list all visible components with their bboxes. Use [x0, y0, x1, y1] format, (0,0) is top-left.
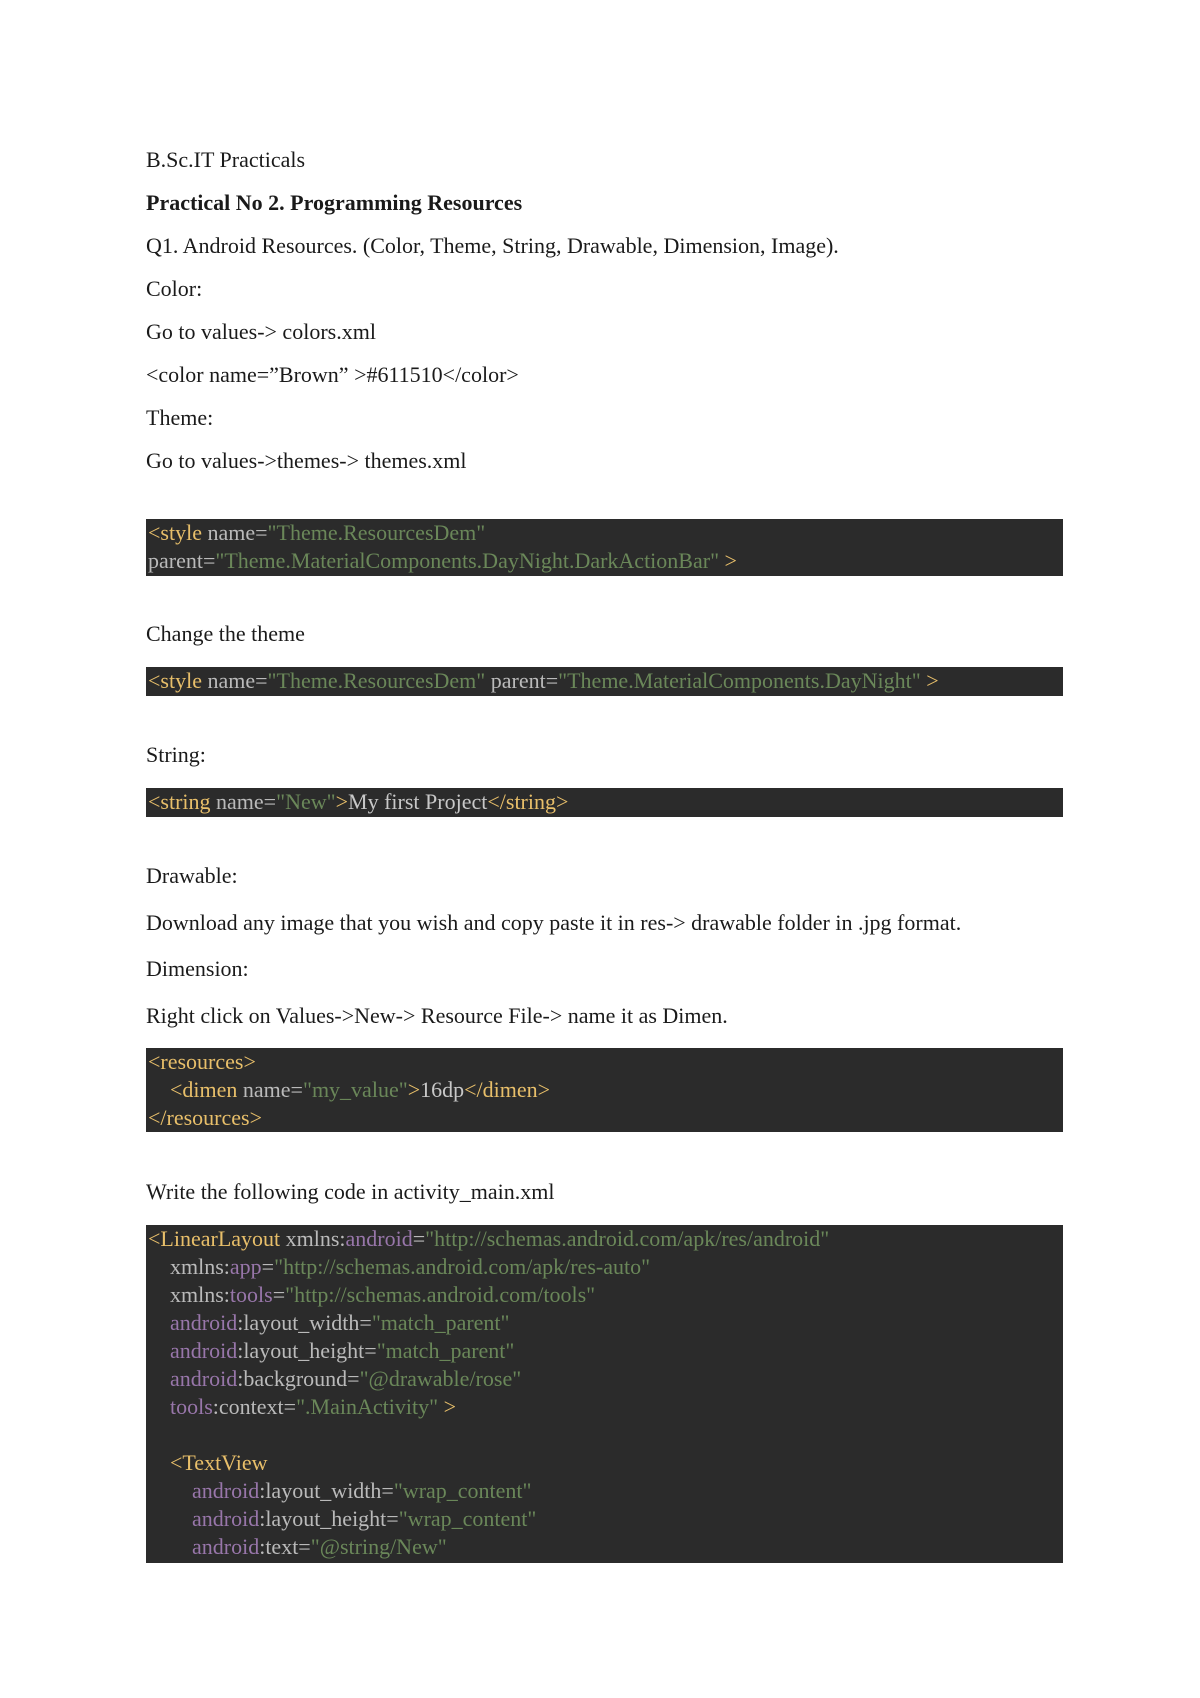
code-value: "@string/New" — [310, 1534, 447, 1559]
code-text: 16dp — [420, 1077, 465, 1102]
change-theme-text: Change the theme — [146, 621, 305, 646]
code-attr: name= — [210, 789, 277, 814]
code-line — [148, 1477, 1061, 1505]
code-line — [148, 1281, 1061, 1309]
code-value: "http://schemas.android.com/apk/res/android" — [425, 1226, 830, 1251]
code-namespace: tools — [229, 1282, 273, 1307]
code-line — [148, 1048, 1061, 1076]
code-tag: <LinearLayout — [148, 1226, 281, 1251]
code-tag: > — [438, 1394, 457, 1419]
code-line — [148, 788, 1061, 816]
code-tag: </dimen> — [464, 1077, 551, 1102]
code-value: "New" — [276, 789, 336, 814]
code-line — [148, 1337, 1061, 1365]
code-line — [148, 1309, 1061, 1337]
code-attr: :layout_height= — [259, 1506, 399, 1531]
color-step: Go to values-> colors.xml — [146, 319, 376, 344]
code-line — [148, 1076, 1061, 1104]
dimension-step: Right click on Values->New-> Resource File-> name it as Dimen. — [146, 1003, 728, 1028]
code-value: "Theme.ResourcesDem" — [267, 668, 486, 693]
string-code-block — [146, 788, 1063, 817]
code-value: "wrap_content" — [398, 1506, 537, 1531]
dimension-heading: Dimension: — [146, 956, 249, 981]
code-line — [148, 1533, 1061, 1561]
string-heading: String: — [146, 742, 206, 767]
code-tag: <string — [148, 789, 211, 814]
code-attr: parent= — [148, 548, 216, 573]
code-value: "Theme.ResourcesDem" — [267, 520, 486, 545]
code-tag: > — [335, 789, 349, 814]
drawable-heading: Drawable: — [146, 863, 238, 888]
code-attr: xmlns: — [148, 1254, 230, 1279]
code-value: "my_value" — [302, 1077, 408, 1102]
code-value: "match_parent" — [376, 1338, 515, 1363]
code-line — [148, 1225, 1061, 1253]
code-namespace: android — [148, 1366, 238, 1391]
theme-step: Go to values->themes-> themes.xml — [146, 448, 467, 473]
code-line — [148, 1253, 1061, 1281]
code-attr: = — [272, 1282, 286, 1307]
activity-main-code-block — [146, 1225, 1063, 1563]
code-line — [148, 1505, 1061, 1533]
code-value: "wrap_content" — [393, 1478, 532, 1503]
code-attr: parent= — [485, 668, 559, 693]
code-value: "http://schemas.android.com/apk/res-auto" — [274, 1254, 651, 1279]
code-tag: <resources> — [148, 1049, 256, 1074]
code-namespace: android — [345, 1226, 413, 1251]
code-text: My first Project — [348, 789, 488, 814]
code-tag: </string> — [487, 789, 569, 814]
code-tag: > — [407, 1077, 421, 1102]
code-tag: <TextView — [148, 1450, 268, 1475]
code-attr: :layout_height= — [237, 1338, 377, 1363]
page-header: B.Sc.IT Practicals — [146, 147, 306, 172]
code-blank-line — [148, 1421, 1061, 1449]
code-namespace: android — [148, 1506, 260, 1531]
code-tag: </resources> — [148, 1105, 262, 1130]
code-attr: :context= — [212, 1394, 297, 1419]
code-namespace: android — [148, 1338, 238, 1363]
practical-title: Practical No 2. Programming Resources — [146, 190, 523, 215]
code-attr: = — [412, 1226, 426, 1251]
color-code-line: <color name=”Brown” >#611510</color> — [146, 362, 519, 387]
code-attr: :layout_width= — [237, 1310, 372, 1335]
code-indent — [148, 1077, 170, 1102]
drawable-step: Download any image that you wish and copy paste it in res-> drawable folder in .jpg format. — [146, 910, 962, 935]
code-value: "Theme.MaterialComponents.DayNight" — [558, 668, 921, 693]
code-tag: > — [719, 548, 737, 573]
code-value: "match_parent" — [371, 1310, 510, 1335]
code-namespace: app — [229, 1254, 262, 1279]
code-line — [148, 1449, 1061, 1477]
code-value: "Theme.MaterialComponents.DayNight.DarkActionBar" — [215, 548, 720, 573]
theme-code-block — [146, 519, 1063, 576]
code-tag: <style — [148, 520, 202, 545]
code-attr: :background= — [237, 1366, 360, 1391]
code-line — [148, 1393, 1061, 1421]
question-line: Q1. Android Resources. (Color, Theme, String, Drawable, Dimension, Image). — [146, 233, 839, 258]
code-line — [148, 547, 1061, 575]
theme-heading: Theme: — [146, 405, 214, 430]
code-attr: :layout_width= — [259, 1478, 394, 1503]
code-attr: name= — [201, 520, 268, 545]
code-value: "http://schemas.android.com/tools" — [285, 1282, 596, 1307]
code-attr: name= — [201, 668, 268, 693]
code-namespace: tools — [148, 1394, 213, 1419]
code-line — [148, 519, 1061, 547]
code-line — [148, 667, 1061, 695]
code-line — [148, 1365, 1061, 1393]
code-tag: <style — [148, 668, 202, 693]
code-attr: xmlns: — [148, 1282, 230, 1307]
code-tag: > — [920, 668, 939, 693]
code-namespace: android — [148, 1534, 260, 1559]
dimen-code-block — [146, 1048, 1063, 1132]
code-tag: <dimen — [170, 1077, 238, 1102]
code-value: ".MainActivity" — [296, 1394, 439, 1419]
code-value: "@drawable/rose" — [359, 1366, 522, 1391]
code-attr: xmlns: — [280, 1226, 346, 1251]
code-namespace: android — [148, 1478, 260, 1503]
color-heading: Color: — [146, 276, 203, 301]
code-namespace: android — [148, 1310, 238, 1335]
code-attr: name= — [237, 1077, 303, 1102]
code-attr: = — [261, 1254, 275, 1279]
theme-change-code-block — [146, 667, 1063, 696]
activity-step: Write the following code in activity_main.xml — [146, 1179, 555, 1204]
code-line — [148, 1104, 1061, 1132]
code-attr: :text= — [259, 1534, 311, 1559]
